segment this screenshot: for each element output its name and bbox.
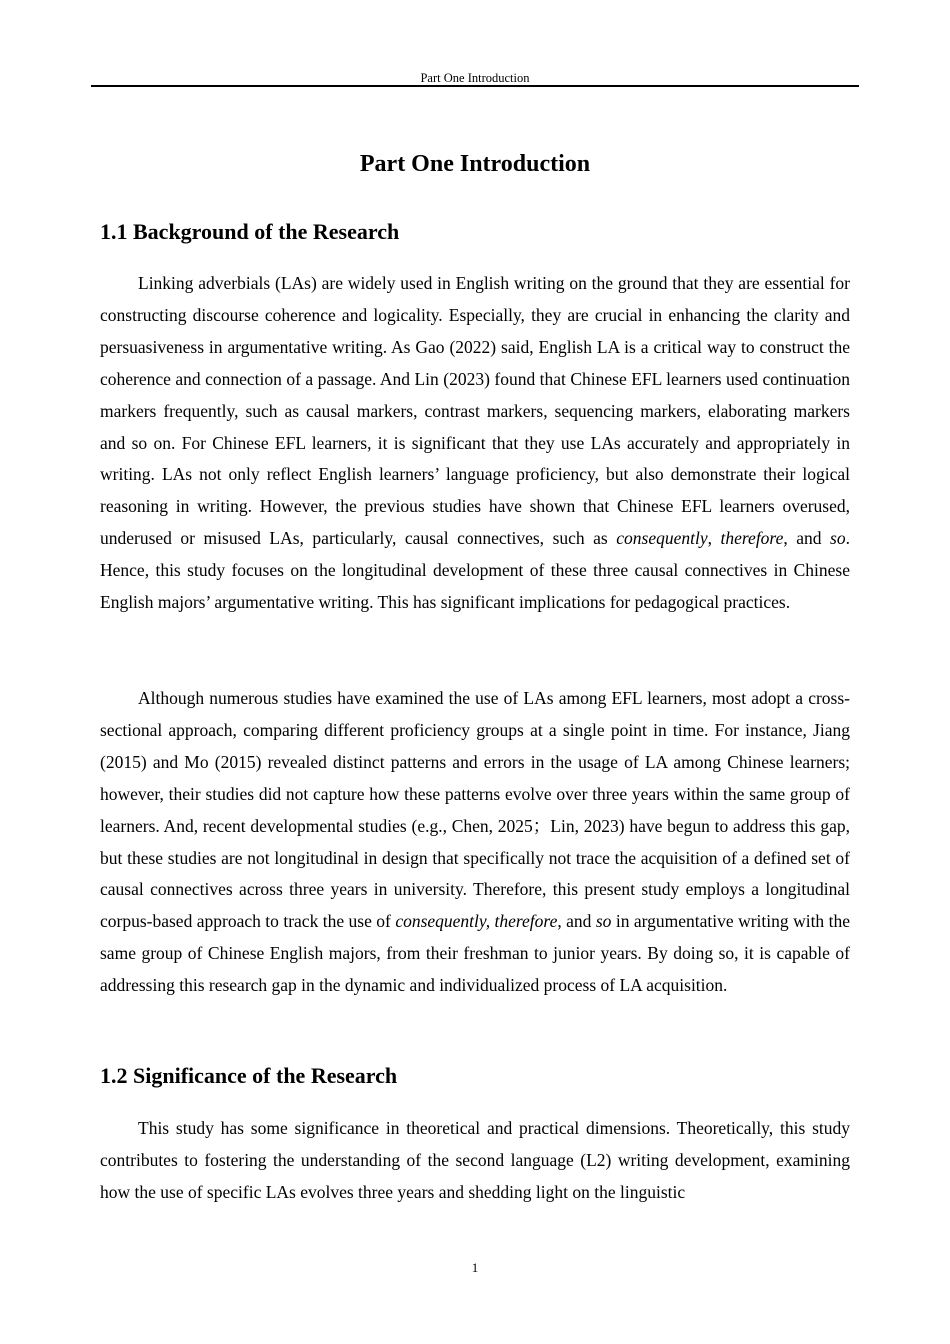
paragraph-background-2 [100, 683, 850, 1002]
para-text: , and [557, 911, 596, 932]
para-emphasis: therefore [720, 528, 784, 549]
para-emphasis: consequently [616, 528, 708, 549]
para-emphasis: so [830, 528, 846, 549]
para-text: Although numerous studies have examined the use of LAs among EFL learners, most adopt a cross-sectional approach, comparing different proficiency groups at a single point in time. For instance, Jiang (2015) and Mo (2015) revealed distinct patterns and errors in the usage of LA among Chinese learners; however, their studies did not capture how these patterns evolve over three years within the same group of learners. And, recent developmental studies (e.g., Chen, 2025；Lin, 2023) have begun to address this gap, but these studies are not longitudinal in design that specifically not trace the acquisition of a defined set of causal connectives across three years in university. Therefore, this present study employs a longitudinal corpus-based approach to track the use of [100, 688, 850, 932]
header-rule [91, 85, 859, 87]
para-text: , [707, 528, 721, 549]
para-text: This study has some significance in theoretical and practical dimensions. Theoretically, this study contributes to fostering the understanding of the second language (L2) writing development, examining how the use of specific LAs evolves three years and shedding light on the linguistic [100, 1118, 850, 1202]
para-text: , and [783, 528, 831, 549]
page-number: 1 [471, 1260, 479, 1275]
section-heading-background: 1.1 Background of the Research [100, 219, 400, 244]
para-emphasis: so [595, 911, 612, 932]
paragraph-background-1 [100, 268, 850, 619]
para-text: in argumentative writing with the same group of Chinese English majors, from their freshman to junior years. By doing so, it is capable of addressing this research gap in the dynamic and individualized process of LA acquisition. [100, 911, 850, 996]
section-heading-significance: 1.2 Significance of the Research [100, 1063, 398, 1088]
paragraph-significance-1 [100, 1113, 850, 1209]
running-header: Part One Introduction [420, 71, 530, 85]
para-text: Linking adverbials (LAs) are widely used in English writing on the ground that they are essential for constructing discourse coherence and logicality. Especially, they are crucial in enhancing the clarity and persuasiveness in argumentative writing. As Gao (2022) said, English LA is a critical way to construct the coherence and connection of a passage. And Lin (2023) found that Chinese EFL learners used continuation markers frequently, such as causal markers, contrast markers, sequencing markers, elaborating markers and so on. For Chinese EFL learners, it is significant that they use LAs accurately and appropriately in writing. LAs not only reflect English learners’ language proficiency, but also demonstrate their logical reasoning in writing. However, the previous studies have shown that Chinese EFL learners overused, underused or misused LAs, particularly, causal connectives, such as [100, 273, 850, 549]
para-emphasis: consequently, therefore [395, 911, 558, 932]
chapter-title: Part One Introduction [359, 151, 591, 177]
para-text: . Hence, this study focuses on the longitudinal development of these three causal connectives in Chinese English majors’ argumentative writing. This has significant implications for pedagogical practices. [100, 528, 850, 613]
